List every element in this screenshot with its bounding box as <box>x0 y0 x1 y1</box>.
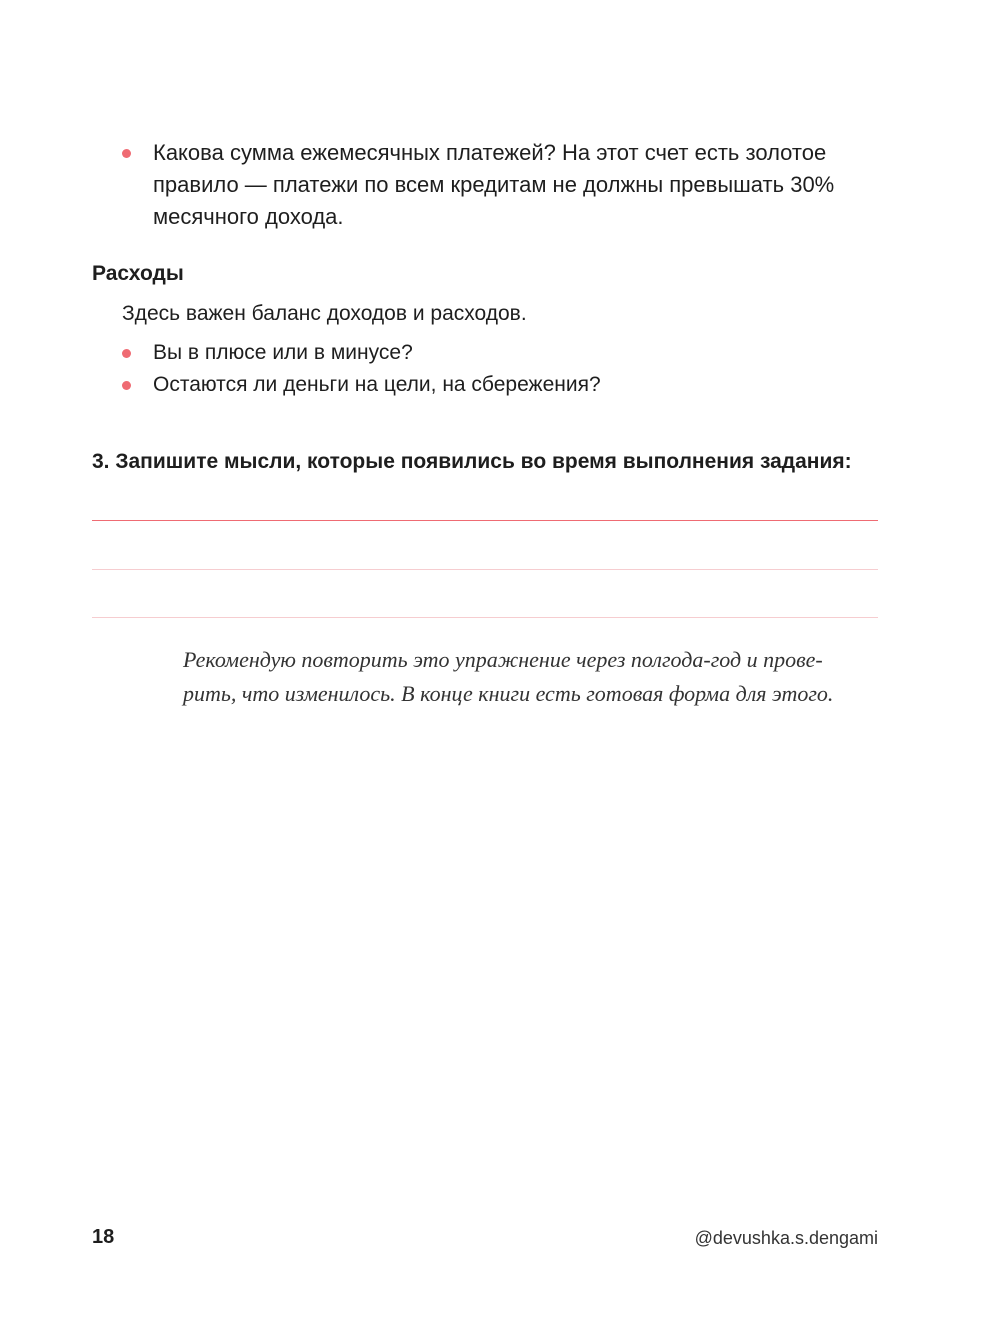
author-handle: @devushka.s.dengami <box>694 1228 878 1248</box>
bullet-dot-icon <box>122 381 131 390</box>
task-heading: 3. Запишите мысли, которые появились во время выполнения задания: <box>92 450 852 473</box>
expenses-intro: Здесь важен баланс доходов и расходов. <box>122 302 527 325</box>
note-line: рить, что изменилось. В конце книги есть готовая форма для этого. <box>183 681 834 706</box>
bullet-text: Остаются ли деньги на цели, на сбережения? <box>153 373 601 396</box>
bullet-text <box>153 137 882 233</box>
expenses-heading: Расходы <box>92 262 184 285</box>
bullet-text: Вы в плюсе или в минусе? <box>153 341 413 364</box>
bullet-line: месячного дохода. <box>153 204 344 229</box>
expenses-list <box>122 337 601 401</box>
bullet-dot-icon <box>122 149 131 158</box>
list-item <box>122 369 601 401</box>
bullet-line: Какова сумма ежемесячных платежей? На этот счет есть золотое <box>153 140 827 165</box>
bullet-dot-icon <box>122 349 131 358</box>
credit-payments-bullet <box>122 137 882 233</box>
recommendation-note <box>183 643 883 711</box>
page-number: 18 <box>92 1226 115 1248</box>
writing-line[interactable] <box>92 520 878 521</box>
writing-line[interactable] <box>92 569 878 570</box>
list-item <box>122 337 601 369</box>
bullet-line: правило — платежи по всем кредитам не должны превышать 30% <box>153 172 835 197</box>
note-line: Рекомендую повторить это упражнение через полгода-год и прове- <box>183 647 823 672</box>
list-item <box>122 137 882 233</box>
writing-line[interactable] <box>92 617 878 618</box>
